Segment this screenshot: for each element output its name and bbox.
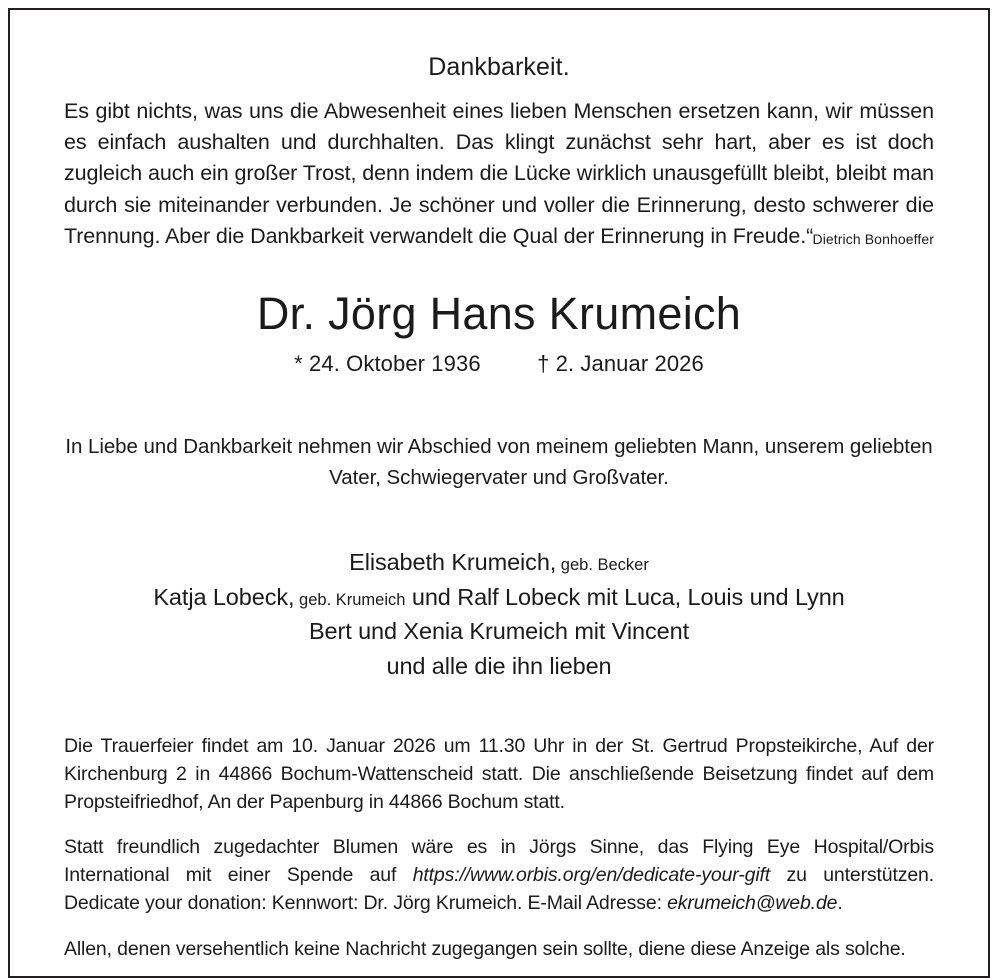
quote-body: Es gibt nichts, was uns die Abwesenheit eines lieben Menschen ersetzen kann, wir müssen es einfach aushalten und durchhalten. Das klingt zunächst sehr hart, aber es ist doch zugleich auch ein großer Trost, denn indem die Lücke wirklich unausgefüllt bleibt, bleibt man durch sie miteinander verbunden. Je schöner und voller die Erinnerung, desto schwerer die Trennung. Aber die Dankbarkeit verwandelt die Qual der Erinnerung in Freude.“ (64, 99, 934, 248)
mourner-name: Bert und Xenia Krumeich mit Vincent (308, 618, 690, 645)
mourner-name: Katja Lobeck, (153, 583, 295, 610)
mourner-tail: und Ralf Lobeck mit Luca, Louis und Lynn (405, 583, 845, 610)
birth-date: * 24. Oktober 1936 (294, 351, 481, 377)
mourner-name: Elisabeth Krumeich, (349, 549, 557, 576)
obituary-notice-frame (8, 8, 990, 978)
donation-text-part2: zu unterstützen. Dedicate your donation: Kennwort: Dr. Jörg Krumeich. E-Mail Adresse: (64, 864, 935, 914)
dedication-text: In Liebe und Dankbarkeit nehmen wir Abschied von meinem geliebten Mann, unserem geliebten Vater, Schwiegervater und Großvater. (65, 434, 933, 489)
mourner-name: und alle die ihn lieben (386, 652, 612, 679)
donation-email[interactable]: ekrumeich@web.de (667, 891, 838, 914)
quote-title: Dankbarkeit. (428, 53, 570, 81)
arrangements-section (64, 733, 934, 963)
mourners-list (64, 545, 934, 683)
mourner-line (64, 545, 934, 580)
closing-note: Allen, denen versehentlich keine Nachricht zugegangen sein sollte, diene diese Anzeige als solche. (64, 937, 906, 960)
donation-text-part3: . (837, 891, 843, 914)
deceased-dates (64, 351, 934, 377)
mourner-line (64, 614, 934, 649)
donation-text (64, 834, 934, 917)
obituary-content (10, 10, 988, 963)
donation-url[interactable]: https://www.orbis.org/en/dedicate-your-gift (412, 864, 771, 887)
mourner-line (64, 580, 934, 615)
quote-section (64, 52, 934, 248)
mourner-line (64, 649, 934, 684)
funeral-service-text: Die Trauerfeier findet am 10. Januar 2026 um 11.30 Uhr in der St. Gertrud Propsteikirche, Auf der Kirchenburg 2 in 44866 Bochum-Wattenscheid statt. Die anschließende Beisetzung findet auf dem Propsteifriedhof, An der Papenburg in 44866 Bochum statt. (64, 735, 934, 813)
deceased-name: Dr. Jörg Hans Krumeich (256, 287, 742, 339)
quote-attribution: Dietrich Bonhoeffer (812, 230, 934, 247)
deceased-section (64, 288, 934, 378)
mourner-nee: geb. Becker (556, 556, 649, 575)
mourner-nee: geb. Krumeich (294, 590, 406, 609)
donation-text-part1: Statt freundlich zugedachter Blumen wäre es in Jörgs Sinne, das Flying Eye Hospital/Orbis International mit einer Spende auf (64, 836, 934, 887)
death-date: † 2. Januar 2026 (537, 351, 704, 377)
